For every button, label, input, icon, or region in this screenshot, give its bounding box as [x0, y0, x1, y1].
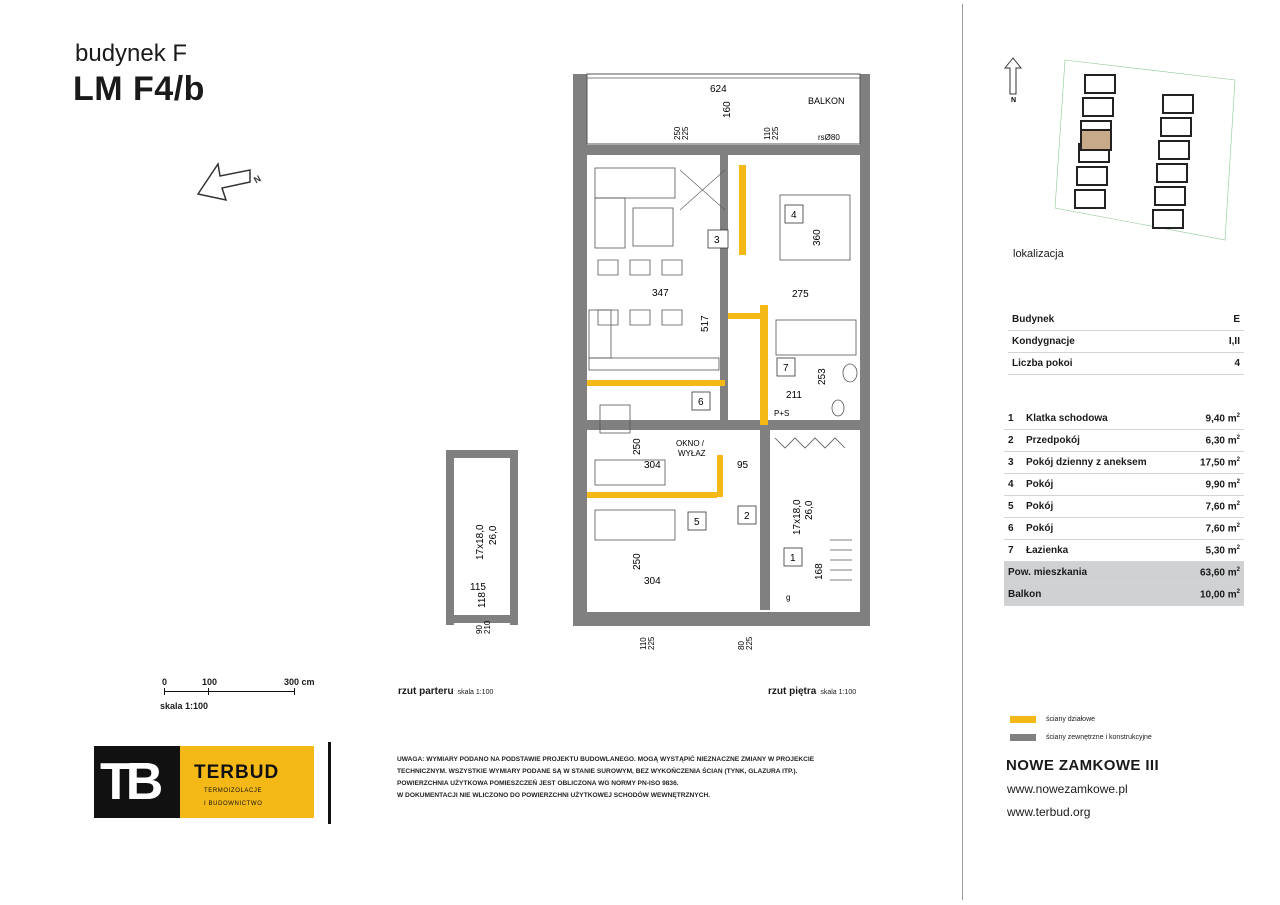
dim-250-mid: 250	[632, 438, 643, 455]
north-arrow-icon	[190, 158, 270, 218]
legend-item: ściany działowe	[1010, 710, 1152, 728]
upper-plan-caption: rzut piętra skala 1:100	[768, 686, 857, 697]
stairs-dim-upper: 17x18,0	[792, 499, 803, 535]
dim-304-a: 304	[644, 460, 661, 471]
logo-name: TERBUD	[194, 762, 280, 783]
rainpipe-label: rsØ80	[818, 133, 840, 142]
balcony-label: BALKON	[808, 96, 845, 106]
dim-80-bottom: 80	[737, 641, 746, 650]
disclaimer-notes: UWAGA: WYMIARY PODANO NA PODSTAWIE PROJEKTU BUDOWLANEGO. MOGĄ WYSTĄPIĆ NIEZNACZNE ZMIANY W PROJEKCIE TECHNICZNYM. WSZYSTKIE WYMIARY PODANE SĄ W STANIE SUROWYM, BEZ WYKOŃCZENIA ŚCIAN (TYNK, GLAZURA ITP.). POWIERZCHNIA UŻYTKOWA POMIESZCZEŃ JEST OBLICZONA WG NORMY PN-ISO 9836. W DOKUMENTACJI NIE WLICZONO DO POWIERZCHNI UŻYTKOWEJ SCHODÓW WEWNĘTRZNYCH.	[397, 756, 815, 799]
dim-168: 168	[814, 563, 825, 580]
room-row: 4 Pokój 9,90 $m^2$	[1004, 474, 1244, 496]
page-divider	[962, 4, 963, 900]
info-row: Kondygnacje I,II	[1008, 331, 1244, 353]
scale-bar: 0 100 300 cm skala 1:100	[160, 677, 315, 711]
dim-250-low: 250	[632, 553, 643, 570]
total-row: Pow. mieszkania 63,60 $m^2$	[1004, 562, 1244, 584]
room-5: 5	[694, 517, 700, 528]
dim-624: 624	[710, 84, 727, 95]
dim-225-top-2: 225	[771, 126, 780, 140]
location-map	[995, 50, 1240, 245]
upper-floor-walls	[573, 74, 870, 626]
room-1: 1	[790, 553, 796, 564]
room-row: 5 Pokój 7,60 $m^2$	[1004, 496, 1244, 518]
floor-plan	[440, 60, 890, 660]
dim-304-b: 304	[644, 576, 661, 587]
total-row: Balkon 10,00 $m^2$	[1004, 584, 1244, 606]
dim-253: 253	[817, 368, 828, 385]
legend-swatch-partition	[1010, 716, 1036, 723]
g-label: g	[786, 593, 791, 602]
dim-225-bottom-2: 225	[745, 636, 754, 650]
room-2: 2	[744, 511, 750, 522]
stairs-dim-upper-2: 26,0	[804, 500, 815, 520]
window-label: OKNO /	[676, 439, 705, 448]
map-north-arrow-icon	[1005, 58, 1021, 94]
dim-225-bottom: 225	[647, 636, 656, 650]
dim-110-bottom: 110	[639, 637, 648, 650]
room-row: 6 Pokój 7,60 $m^2$	[1004, 518, 1244, 540]
room-row: 1 Klatka schodowa 9,40 $m^2$	[1004, 408, 1244, 430]
dim-160: 160	[722, 101, 733, 118]
building-label: budynek F	[75, 40, 188, 67]
dim-275: 275	[792, 289, 809, 300]
gf-dim-118: 118	[477, 592, 488, 608]
dim-110-top: 110	[763, 127, 772, 140]
dim-95: 95	[737, 460, 749, 471]
rooms-table	[1004, 408, 1244, 606]
ground-plan-caption: rzut parteru skala 1:100	[398, 686, 494, 697]
gf-stairs-2: 26,0	[488, 525, 499, 545]
dim-360: 360	[812, 229, 823, 246]
logo-tagline-2: I BUDOWNICTWO	[204, 801, 263, 807]
north-letter: N	[252, 173, 263, 186]
legend	[1010, 710, 1152, 746]
website-link-2[interactable]: www.terbud.org	[1007, 805, 1091, 819]
gf-dim-210: 210	[483, 620, 492, 634]
room-row: 2 Przedpokój 6,30 $m^2$	[1004, 430, 1244, 452]
project-name: NOWE ZAMKOWE III	[1006, 757, 1160, 774]
dim-211: 211	[786, 390, 802, 401]
dim-517: 517	[700, 315, 711, 332]
location-label: lokalizacja	[1013, 248, 1064, 260]
ps-label: P+S	[774, 409, 790, 418]
logo-separator	[328, 742, 331, 824]
highlighted-unit	[1081, 130, 1111, 150]
room-3: 3	[714, 235, 720, 246]
map-north-letter: N	[1011, 97, 1017, 104]
info-row: Budynek E	[1008, 309, 1244, 331]
unit-code: LM F4/b	[73, 70, 205, 108]
legend-swatch-wall	[1010, 734, 1036, 741]
room-7: 7	[783, 363, 789, 374]
logo-mark: TB	[94, 746, 180, 818]
dim-225-top: 225	[681, 126, 690, 140]
gf-dim-90: 90	[475, 625, 484, 634]
info-row: Liczba pokoi 4	[1008, 353, 1244, 375]
dim-250-top: 250	[673, 126, 682, 140]
room-row: 7 Łazienka 5,30 $m^2$	[1004, 540, 1244, 562]
gf-stairs: 17x18,0	[475, 524, 486, 560]
room-4: 4	[791, 210, 797, 221]
room-6: 6	[698, 397, 704, 408]
gf-dim-115: 115	[470, 582, 486, 593]
window-label-2: WYŁAZ	[678, 449, 706, 458]
logo-tagline-1: TERMOIZOLACJE	[204, 788, 263, 794]
terbud-logo	[94, 746, 314, 818]
website-link-1[interactable]: www.nowezamkowe.pl	[1007, 782, 1128, 796]
legend-item: ściany zewnętrzne i konstrukcyjne	[1010, 728, 1152, 746]
dim-347: 347	[652, 288, 669, 299]
building-info-table	[1008, 309, 1244, 375]
room-row: 3 Pokój dzienny z aneksem 17,50 $m^2$	[1004, 452, 1244, 474]
